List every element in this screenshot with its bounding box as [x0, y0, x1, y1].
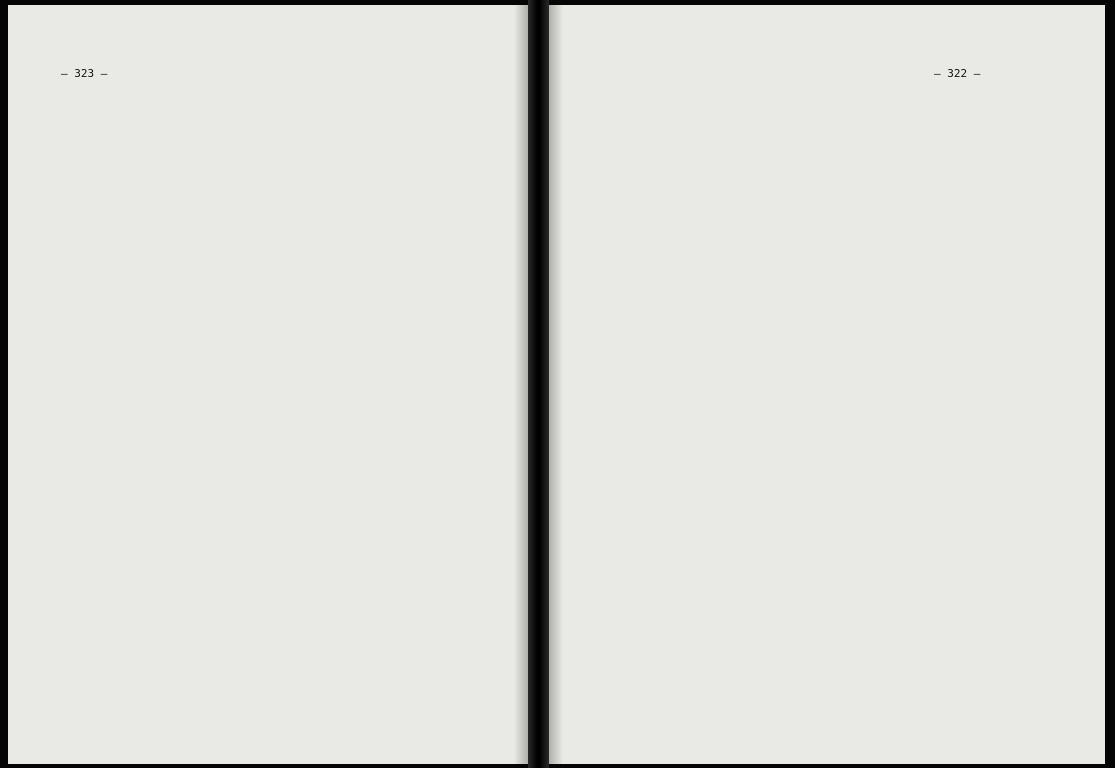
right-page-shadow	[549, 5, 563, 764]
left-page-number: — 323 —	[61, 67, 108, 80]
left-page	[8, 5, 528, 764]
book-gutter	[528, 0, 549, 768]
right-page	[549, 5, 1105, 764]
right-page-number: — 322 —	[934, 67, 981, 80]
left-page-shadow	[514, 5, 528, 764]
